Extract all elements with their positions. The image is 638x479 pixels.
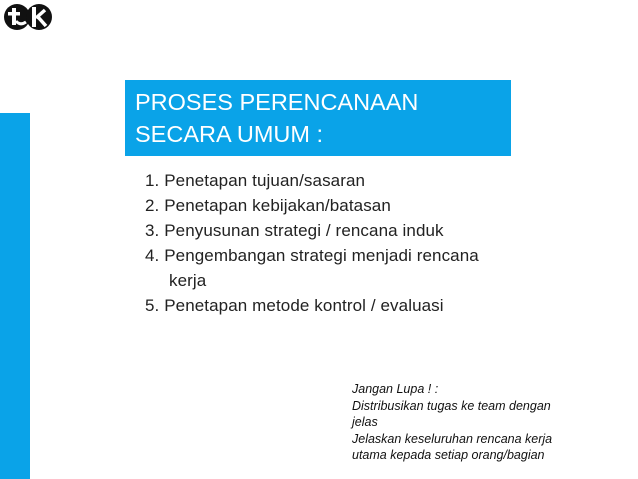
tk-logo-icon bbox=[2, 2, 54, 32]
slide-title-line-2: SECARA UMUM : bbox=[135, 121, 324, 147]
step-item: 1. Penetapan tujuan/sasaran bbox=[145, 171, 366, 190]
left-accent-bar bbox=[0, 113, 30, 479]
step-item: 2. Penetapan kebijakan/batasan bbox=[145, 196, 391, 215]
step-item: 3. Penyusunan strategi / rencana induk bbox=[145, 221, 444, 240]
reminder-note bbox=[352, 381, 622, 464]
slide-title-box bbox=[125, 80, 511, 156]
steps-list bbox=[145, 168, 495, 318]
step-item: 5. Penetapan metode kontrol / evaluasi bbox=[145, 296, 444, 315]
slide-title-line-1: PROSES PERENCANAAN bbox=[135, 89, 419, 115]
note-heading: Jangan Lupa ! : bbox=[352, 382, 439, 396]
step-item: 4. Pengembangan strategi menjadi rencana kerja bbox=[145, 246, 479, 290]
note-line: utama kepada setiap orang/bagian bbox=[352, 448, 545, 462]
note-line: jelas bbox=[352, 415, 378, 429]
note-line: Distribusikan tugas ke team dengan bbox=[352, 398, 551, 413]
note-line: Jelaskan keseluruhan rencana kerja bbox=[352, 431, 553, 446]
